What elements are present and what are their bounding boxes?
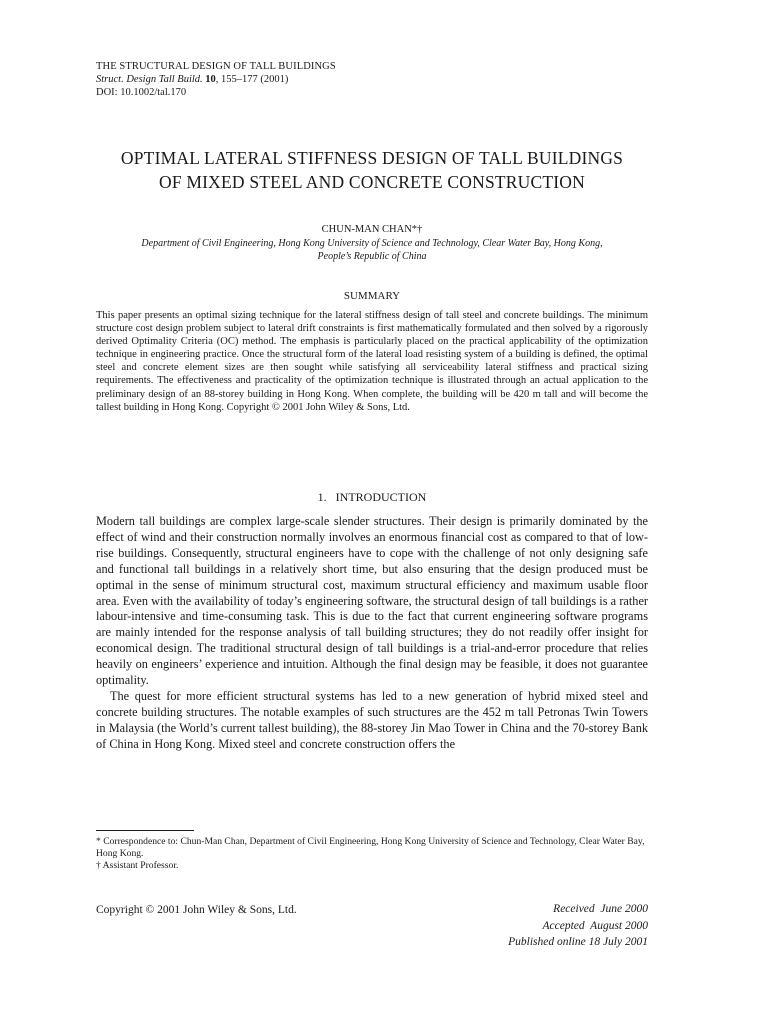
introduction-paragraph-2: The quest for more efficient structural systems has led to a new generation of hybrid mixed steel and concrete building structures. The notable examples of such structures are the 452 m tall Petronas Twin Towers in Malaysia (the World’s current tallest building), the 88-storey Jin Mao Tower in China and the 70-storey Bank of China in Hong Kong. Mixed steel and concrete construction offers the — [96, 688, 648, 751]
publication-dates — [508, 901, 648, 951]
journal-citation — [96, 73, 336, 86]
paper-title-line-1: OPTIMAL LATERAL STIFFNESS DESIGN OF TALL BUILDINGS — [120, 148, 624, 168]
journal-volume: 10 — [205, 74, 216, 85]
footnote-position: † Assistant Professor. — [96, 860, 179, 871]
introduction-heading: 1. INTRODUCTION — [317, 490, 427, 504]
author-name: CHUN-MAN CHAN*† — [321, 224, 423, 235]
journal-pages-year: , 155–177 (2001) — [215, 74, 289, 85]
journal-header — [96, 60, 336, 99]
paper-title-line-2: OF MIXED STEEL AND CONCRETE CONSTRUCTION — [159, 172, 585, 192]
author-affiliation — [96, 237, 648, 263]
affiliation-line-1: Department of Civil Engineering, Hong Kong University of Science and Technology, Clear Water Bay, Hong Kong, — [141, 238, 603, 249]
journal-doi: DOI: 10.1002/tal.170 — [96, 87, 187, 98]
footnotes — [96, 836, 648, 872]
footer-copyright: Copyright © 2001 John Wiley & Sons, Ltd. — [96, 904, 297, 916]
affiliation-line-2: People’s Republic of China — [317, 251, 427, 262]
summary-text: This paper presents an optimal sizing technique for the lateral stiffness design of tall steel and concrete buildings. The minimum structure cost design problem subject to lateral drift constraints is first mathematically formulated and then solved by a rigorously derived Optimality Criteria (OC) method. The emphasis is particularly placed on the practical applicability of the optimization technique in engineering practice. Once the structural form of the lateral load resisting system of a building is defined, the optimal steel and concrete element sizes are then sought while satisfying all serviceability lateral stiffness and practical sizing requirements. The effectiveness and practicality of the optimization technique is illustrated through an actual application to the preliminary design of an 88-storey building in Hong Kong. When complete, the building will be 420 m tall and will become the tallest building in Hong Kong. Copyright © 2001 John Wiley & Sons, Ltd. — [96, 310, 648, 413]
accepted-date: Accepted August 2000 — [542, 919, 648, 932]
summary-heading: SUMMARY — [343, 290, 401, 302]
introduction-paragraph-1: Modern tall buildings are complex large-scale slender structures. Their design is primarily dominated by the effect of wind and their construction normally involves an enormous financial cost as compared to that of low-rise buildings. Consequently, structural engineers have to cope with the challenge of not only designing safe and functional tall buildings in a relatively short time, but also ensuring that the design produced must be optimal in the sense of minimum structural cost, maximum structural efficiency and maximum usable floor area. Even with the availability of today’s engineering software, the structural design of tall buildings is a rather labour-intensive and time-consuming task. This is due to the fact that current engineering software programs are mainly intended for the response analysis of tall building structures; they do not readily offer insight for economical design. The traditional structural design of tall buildings is a trial-and-error procedure that relies heavily on engineers’ experience and intuition. Although the final design may be feasible, it does not guarantee optimality. — [96, 514, 648, 688]
journal-abbrev: Struct. Design Tall Build. — [96, 74, 203, 85]
received-date: Received June 2000 — [553, 903, 648, 915]
footnote-correspondence: * Correspondence to: Chun-Man Chan, Department of Civil Engineering, Hong Kong University of Science and Technology, Clear Water Bay, Hong Kong. — [96, 836, 645, 859]
published-date: Published online 18 July 2001 — [508, 936, 648, 948]
introduction-body — [96, 514, 648, 753]
journal-name: THE STRUCTURAL DESIGN OF TALL BUILDINGS — [96, 61, 336, 72]
paper-page — [96, 0, 648, 1024]
paper-title — [96, 146, 648, 194]
footnote-divider — [96, 830, 194, 831]
